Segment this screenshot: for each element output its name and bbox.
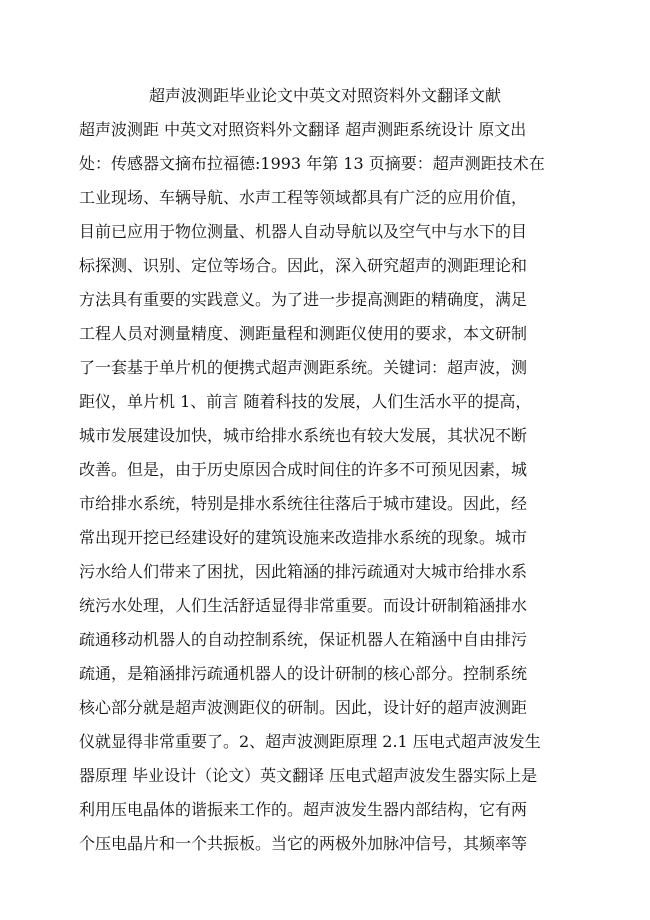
document-title: 超声波测距毕业论文中英文对照资料外文翻译文献 — [148, 86, 501, 105]
body-line-16: 疏通移动机器人的自动控制系统，保证机器人在箱涵中自由排污 — [79, 630, 528, 649]
body-line-8: 了一套基于单片机的便携式超声测距系统。关键词：超声波，测 — [79, 358, 528, 377]
body-line-18: 核心部分就是超声波测距仪的研制。因此，设计好的超声波测距 — [79, 698, 528, 717]
body-line-17: 疏通，是箱涵排污疏通机器人的设计研制的核心部分。控制系统 — [79, 664, 528, 683]
body-line-1: 超声波测距 中英文对照资料外文翻译 超声测距系统设计 原文出 — [79, 120, 527, 139]
body-line-22: 个压电晶片和一个共振板。当它的两极外加脉冲信号，其频率等 — [79, 834, 528, 853]
body-line-21: 利用压电晶体的谐振来工作的。超声波发生器内部结构，它有两 — [79, 800, 528, 819]
body-line-7: 工程人员对测量精度、测距量程和测距仪使用的要求，本文研制 — [79, 324, 528, 343]
body-line-2: 处：传感器文摘布拉福德:1993 年第 13 页摘要：超声测距技术在 — [79, 154, 545, 173]
body-line-9: 距仪，单片机 1、前言 随着科技的发展，人们生活水平的提高， — [79, 392, 532, 411]
body-line-14: 污水给人们带来了困扰，因此箱涵的排污疏通对大城市给排水系 — [79, 562, 528, 581]
body-line-13: 常出现开挖已经建设好的建筑设施来改造排水系统的现象。城市 — [79, 528, 528, 547]
body-line-12: 市给排水系统，特别是排水系统往往落后于城市建设。因此，经 — [79, 494, 528, 513]
body-line-15: 统污水处理，人们生活舒适显得非常重要。而设计研制箱涵排水 — [79, 596, 528, 615]
body-line-3: 工业现场、车辆导航、水声工程等领域都具有广泛的应用价值， — [79, 188, 528, 207]
body-line-6: 方法具有重要的实践意义。为了进一步提高测距的精确度，满足 — [79, 290, 528, 309]
body-line-10: 城市发展建设加快，城市给排水系统也有较大发展，其状况不断 — [79, 426, 528, 445]
body-line-11: 改善。但是，由于历史原因合成时间住的许多不可预见因素，城 — [79, 460, 528, 479]
body-line-4: 目前已应用于物位测量、机器人自动导航以及空气中与水下的目 — [79, 222, 528, 241]
body-line-5: 标探测、识别、定位等场合。因此，深入研究超声的测距理论和 — [79, 256, 528, 275]
body-line-20: 器原理 毕业设计（论文）英文翻译 压电式超声波发生器实际上是 — [79, 766, 538, 785]
body-line-19: 仪就显得非常重要了。2、超声波测距原理 2.1 压电式超声波发生 — [79, 732, 541, 751]
